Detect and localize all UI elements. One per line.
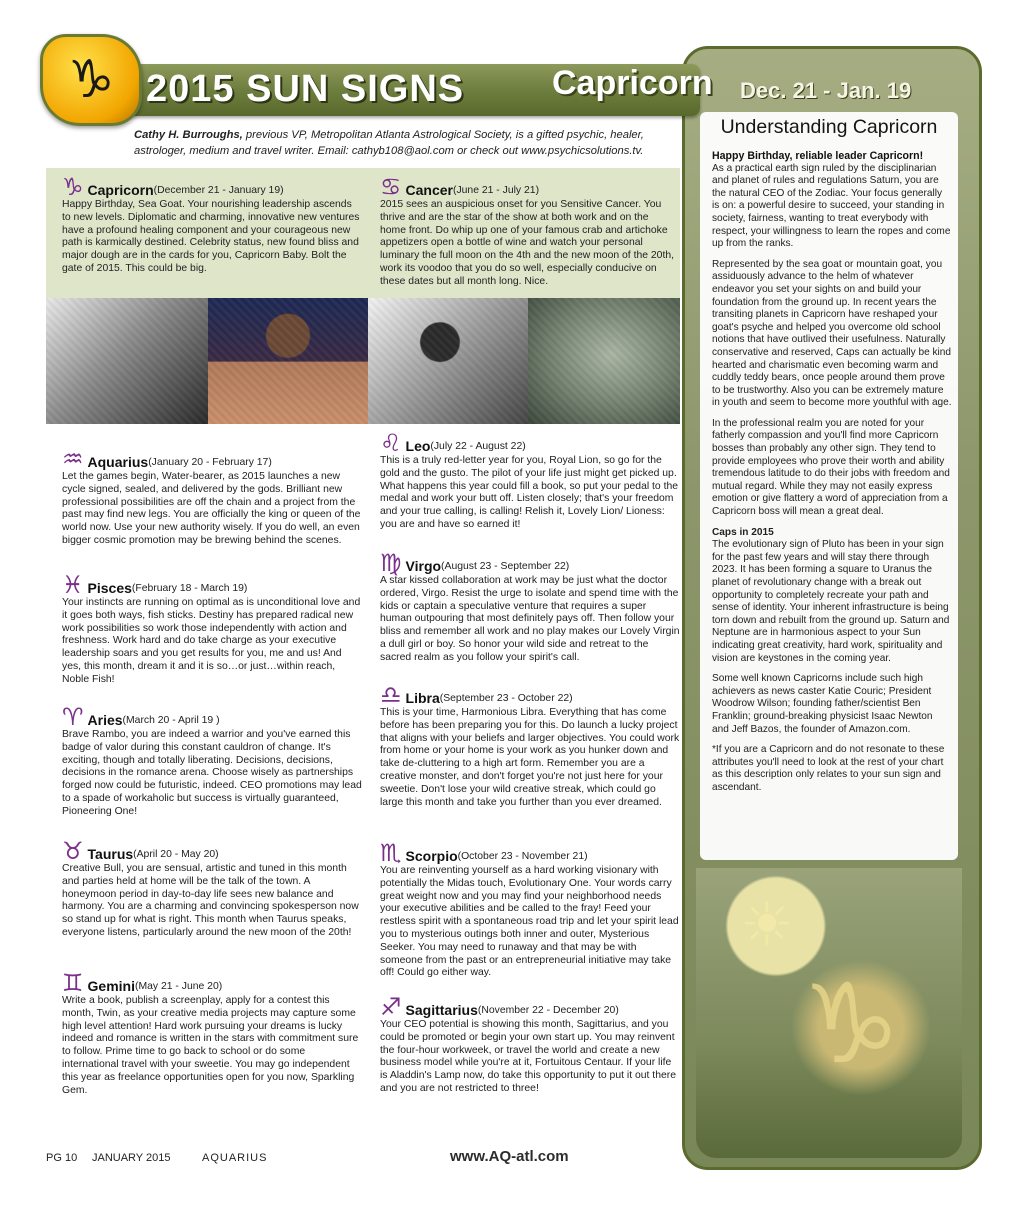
gemini-icon: ♊ [62, 969, 84, 997]
photo-portrait-1 [46, 298, 208, 424]
sign-horoscope: Your instincts are running on optimal as is unconditional love and it goes both ways, fish sticks. Destiny has prepared radical new work possibilities so work those independently with action and freshness. Work hard and do take charge as your executive leadership soars and you get results for you, me and us! And yes, this month, dream it and it is so…or just…within reach, Noble Fish! [62, 597, 361, 685]
sign-leo [380, 429, 680, 532]
sign-aquarius [62, 445, 362, 548]
virgo-icon: ♍ [380, 549, 402, 577]
sign-dates: (April 20 - May 20) [133, 849, 219, 860]
sidebar-subheading: Caps in 2015 [712, 526, 774, 538]
sign-name: Cancer [405, 182, 453, 198]
sign-horoscope: Write a book, publish a screenplay, apply for a contest this month, Twin, as your creative media projects may capture some high level attention! Hard work pursuing your dreams is lucky indeed and romance is written in the stars with commitment sure to follow. Prime time to go back to school or do some international travel with your sweetie. You may go independent this year as freelance opportunities open for you now, Sparkling Gem. [62, 995, 359, 1096]
sidebar-paragraph: *If you are a Capricorn and do not resonate to these attributes you'll need to look at the rest of your chart as this description only relates to your sun sign and ascendant. [712, 744, 945, 793]
header-sign-dates: Dec. 21 - Jan. 19 [740, 78, 912, 103]
sign-horoscope: Brave Rambo, you are indeed a warrior and you've earned this badge of valor during this constant cauldron of change. It's exciting, though and totally liberating. Decisions, decisions, decisions in the romance arena. Choose wisely as partnerships forged now could be futuristic, indeed. CEO promotions may lead to a spade of workaholic but success is virtually guaranteed, Pioneering One! [62, 729, 362, 817]
capricorn-goat-icon: ♑ [67, 50, 115, 110]
header-sign-name: Capricorn [552, 64, 713, 102]
sign-dates: (December 21 - January 19) [153, 185, 284, 196]
sign-name: Virgo [405, 558, 442, 574]
photo-portrait-2 [208, 298, 368, 424]
issue-date: JANUARY 2015 [92, 1152, 171, 1164]
photo-portrait-4 [528, 298, 680, 424]
sign-name: Gemini [87, 978, 135, 994]
sign-cancer [380, 173, 675, 289]
sign-dates: (March 20 - April 19 ) [122, 715, 220, 726]
sign-name: Taurus [87, 846, 134, 862]
author-bio: previous VP, Metropolitan Atlanta Astrological Society, is a gifted psychic, healer, astrologer, medium and travel writer. Email: cathyb108@aol.com or check out www.psychicsolutions.tv. [134, 129, 644, 157]
sign-horoscope: Your CEO potential is showing this month, Sagittarius, and you could be promoted or begin your own start up. You may reinvent the four-hour workweek, or travel the world and create a new business model while you're at it, Fortuitous Centaur. If your life is Aladdin's Lamp now, do take this opportunity to put it out there and you are not restricted to three! [380, 1019, 676, 1094]
sidebar-body [712, 150, 952, 803]
sign-name: Capricorn [87, 182, 154, 198]
sign-gemini [62, 969, 362, 1097]
capricorn-badge [40, 34, 142, 126]
author-name: Cathy H. Burroughs, [134, 129, 243, 141]
sign-sagittarius [380, 993, 680, 1096]
sign-name: Scorpio [405, 848, 458, 864]
aquarius-icon: ♒ [62, 445, 84, 473]
sign-horoscope: A star kissed collaboration at work may be just what the doctor ordered, Virgo. Resist the urge to isolate and spend time with the kids or captain a speculative venture that requires a super human outpouring that most definitely pays off. Then follow your bliss and remember all work and no play makes our Lovely Virgin a dull girl or boy. So honor your wild side and retreat to the sacred realm as you follow your spirit's call. [380, 575, 680, 663]
sidebar-paragraph: In the professional realm you are noted for your fatherly compassion and you'll find more Capricorn bosses than probably any other sign. They tend to provide employees who prove their worth and ability tremendous latitude to do their jobs with freedom and mutual regard. While they may not easily express emotion or give flattery a word of appreciation from a Capricorn boss will mean a great deal. [712, 417, 950, 518]
sign-name: Libra [405, 690, 440, 706]
capricorn-illustration [696, 868, 962, 1158]
sun-icon: ☀ [740, 890, 794, 960]
sign-dates: (August 23 - September 22) [441, 561, 570, 572]
sidebar-paragraph: Some well known Capricorns include such high achievers as news caster Katie Couric; President Woodrow Wilson; founding father/scientist Ben Franklin; ground-breaking physicist Isaac Newton and Jeff Bazos, the founder of Amazon.com. [712, 673, 933, 735]
sign-aries [62, 703, 362, 819]
sign-dates: (January 20 - February 17) [148, 457, 272, 468]
pisces-icon: ♓ [62, 571, 84, 599]
sign-scorpio [380, 839, 680, 980]
sagittarius-icon: ♐ [380, 993, 402, 1021]
sign-virgo [380, 549, 680, 665]
libra-icon: ♎ [380, 681, 402, 709]
sea-goat-icon: ♑ [802, 960, 901, 1088]
sign-horoscope: This is a truly red-letter year for you, Royal Lion, so go for the gold and the gusto. The pilot of your life just might get picked up. What happens this year could fill a book, so put your pedal to the medal and work your butt off. Listen closely; that's your freedom and your true calling, is calling! Relish it, Lovely Lion/ Lioness: you are and have so earned it! [380, 455, 679, 530]
sign-libra [380, 681, 680, 809]
sign-horoscope: Let the games begin, Water-bearer, as 2015 launches a new cycle signed, sealed, and delivered by the gods. Brilliant new professional possibilities are off the chain and a project from the past may find new legs. You are officially the king or queen of the world now. Use your new authority wisely. If you do well, an even bigger cosmic promotion may be brewing behind the scenes. [62, 471, 361, 546]
sign-horoscope: 2015 sees an auspicious onset for you Sensitive Cancer. You thrive and are the star of the show at both work and on the home front. Do whip up one of your famous crab and artichoke appetizers open a bottle of wine and watch your personal luminary the full moon on the 4th and the new moon of the 20th, work its voodoo that you do so well, especially conducive on these dates but all month long. Nice. [380, 199, 675, 287]
sign-name: Aries [87, 712, 123, 728]
taurus-icon: ♉ [62, 837, 84, 865]
sidebar-paragraph: Represented by the sea goat or mountain goat, you assiduously advance to the helm of whatever endeavor you set your sights on and build your foundation from the ground up. In recent years the transiting planets in Capricorn have reshaped your goat's psyche and helped you overcome old school notions that have outlived their usefulness. Naturally conservative and reserved, Caps can actually be kind hearted and charismatic even becoming warm and cuddly teddy bears, once people around them prove to be trustworthy. Also you can be extremely mature in youth and seem to become more youthful with age. [712, 258, 952, 409]
sign-name: Sagittarius [405, 1002, 478, 1018]
sign-horoscope: You are reinventing yourself as a hard working visionary with potentially the Midas touch, Evolutionary One. Your words carry great weight now and you may find your neighborhood needs your executive abilities and be called to the fray! Feed your restless spirit with a spontaneous road trip and let your spirit lead you to mysterious outings both inner and outer, Mysterious Seeker. You may need to runaway and that may be with someone from the past or an entrepreneurial initiative may take off! Could go either way. [380, 865, 679, 979]
publication-name: AQUARIUS [202, 1152, 268, 1164]
cancer-icon: ♋ [380, 173, 402, 201]
sign-dates: (June 21 - July 21) [452, 185, 540, 196]
sign-name: Aquarius [87, 454, 149, 470]
photo-portrait-3 [368, 298, 528, 424]
sign-dates: (November 22 - December 20) [477, 1005, 619, 1016]
sign-dates: (September 23 - October 22) [439, 693, 573, 704]
sign-pisces [62, 571, 362, 687]
sign-name: Pisces [87, 580, 132, 596]
sign-dates: (October 23 - November 21) [457, 851, 588, 862]
celebrity-photo-strip [46, 298, 680, 424]
website-link[interactable]: www.AQ-atl.com [450, 1148, 569, 1165]
sign-taurus [62, 837, 362, 940]
page-number: PG 10 [46, 1152, 78, 1164]
page-title: 2015 SUN SIGNS [146, 68, 465, 110]
sidebar-lead: Happy Birthday, reliable leader Capricorn! [712, 150, 924, 162]
sign-horoscope: This is your time, Harmonious Libra. Everything that has come before has been preparing you for this. Do launch a lucky project that aligns with your beliefs and larger objectives. You could work from home or your home is your work as you hunker down and take de-cluttering to a high art form. Remember you are a creative monster, and don't forget you're not just here for your sweetie. Don't lose your wild creative streak, which could go large this month and take you further than you ever dreamed. [380, 707, 680, 808]
sign-name: Leo [405, 438, 431, 454]
sign-horoscope: Happy Birthday, Sea Goat. Your nourishing leadership ascends to new levels. Diplomatic and charming, innovative new ventures have a profound healing component and your courageous new path is karmically destined. Celebrity status, new found bliss and major dough are in the cards for you, Capricorn Baby. Bolt the gate of 2015. This could be big. [62, 199, 360, 274]
sign-dates: (May 21 - June 20) [134, 981, 223, 992]
sidebar-paragraph: The evolutionary sign of Pluto has been in your sign for the past few years and will stay there through 2023. It has been forming a square to Uranus the planet of revolutionary change with a break out opportunity to completely recreate your path and sense of identity. Your inherent infrastructure is being torn down and rebuilt from the ground up. Saturn and Neptune are in harmonious aspect to your Sun indicating great creativity, hard work, spirituality and vision are keystones in the coming year. [712, 539, 950, 664]
sidebar-title: Understanding Capricorn [720, 116, 938, 138]
sign-capricorn [62, 173, 362, 276]
sign-dates: (July 22 - August 22) [430, 441, 526, 452]
author-byline [134, 127, 674, 159]
scorpio-icon: ♏ [380, 839, 402, 867]
aries-icon: ♈ [62, 703, 84, 731]
leo-icon: ♌ [380, 429, 402, 457]
sign-horoscope: Creative Bull, you are sensual, artistic and tuned in this month and parties held at home will be the talk of the town. A honeymoon period in day-to-day life sees new balance and harmony. You are a charming and convincing spokesperson now so stand up for what is right. This month when Taurus speaks, everyone listens, particularly around the new moon of the 20th! [62, 863, 359, 938]
sign-dates: (February 18 - March 19) [131, 583, 248, 594]
capricorn-icon: ♑ [62, 173, 84, 201]
sidebar-paragraph: As a practical earth sign ruled by the disciplinarian and planet of rules and regulations Saturn, you are the natural CEO of the Zodiac. Your focus generally is on: a powerful desire to succeed, your standing in society, fairness, wanting to treat everybody with respect, your willingness to learn the ropes and come up from the ranks. [712, 162, 951, 250]
